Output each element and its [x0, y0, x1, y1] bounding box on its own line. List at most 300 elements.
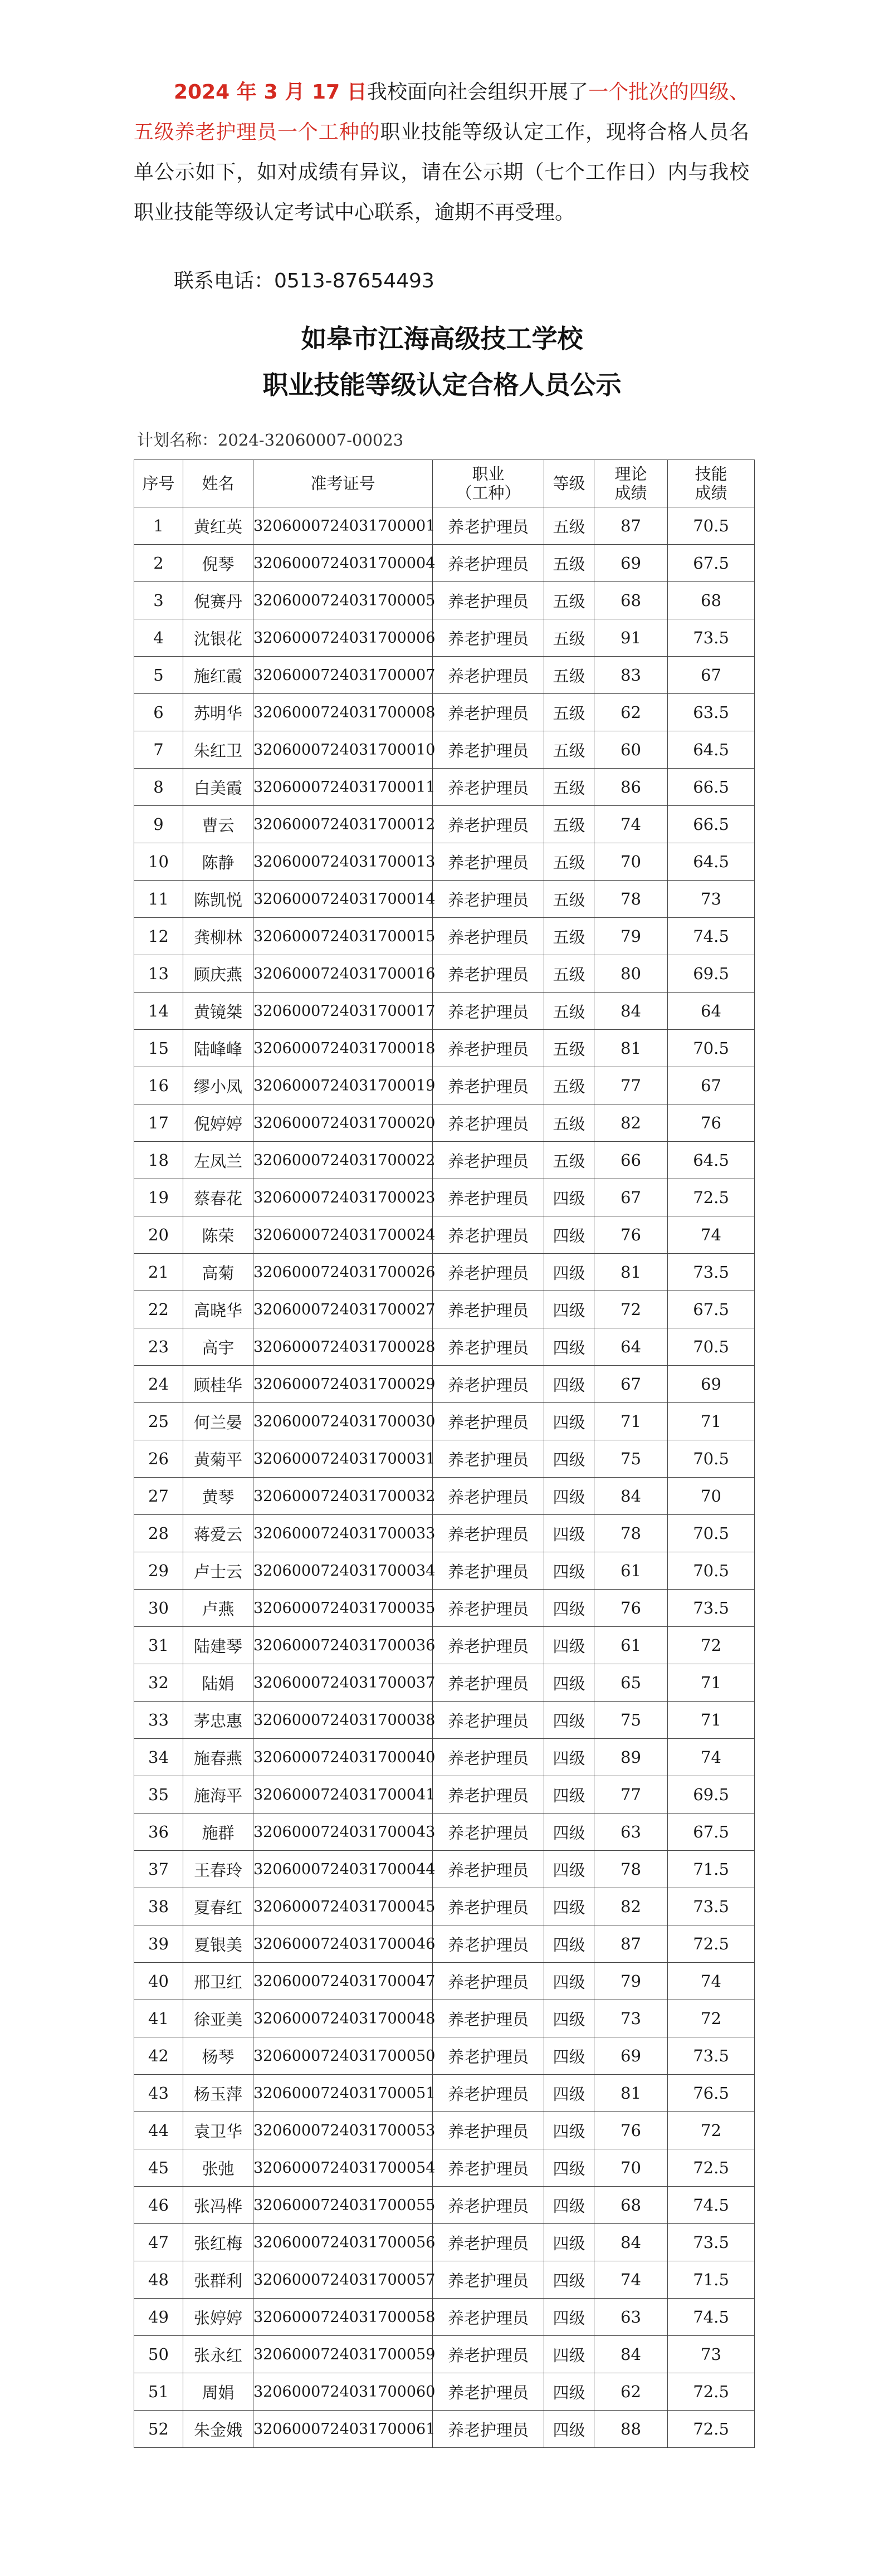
- skill-cell: 72.5: [668, 1925, 755, 1963]
- table-row: [134, 1067, 755, 1104]
- theory-cell: 76: [594, 2112, 668, 2149]
- table-row: [134, 545, 755, 582]
- theory-cell: 87: [594, 1925, 668, 1963]
- name-cell: 陆峰峰: [183, 1030, 253, 1067]
- theory-cell: 84: [594, 2336, 668, 2373]
- seq-cell: 41: [134, 2000, 183, 2037]
- job-cell: 养老护理员: [433, 1142, 544, 1179]
- table-row: [134, 1925, 755, 1963]
- job-cell: 养老护理员: [433, 545, 544, 582]
- level-cell: 五级: [544, 1030, 594, 1067]
- level-cell: 四级: [544, 1366, 594, 1403]
- ticket-cell: 3206000724031700061: [253, 2411, 433, 2448]
- ticket-cell: 3206000724031700043: [253, 1814, 433, 1851]
- table-row: [134, 507, 755, 545]
- theory-cell: 78: [594, 881, 668, 918]
- header-job-line1: 职业: [472, 465, 505, 483]
- name-cell: 高晓华: [183, 1291, 253, 1328]
- table-row: [134, 1104, 755, 1142]
- job-cell: 养老护理员: [433, 2000, 544, 2037]
- table-row: [134, 731, 755, 769]
- seq-cell: 52: [134, 2411, 183, 2448]
- theory-cell: 79: [594, 1963, 668, 2000]
- theory-cell: 65: [594, 1664, 668, 1702]
- level-cell: 四级: [544, 1179, 594, 1216]
- name-cell: 邢卫红: [183, 1963, 253, 2000]
- name-cell: 陈荣: [183, 1216, 253, 1254]
- job-cell: 养老护理员: [433, 881, 544, 918]
- name-cell: 张永红: [183, 2336, 253, 2373]
- seq-cell: 13: [134, 955, 183, 993]
- table-row: [134, 1142, 755, 1179]
- level-cell: 四级: [544, 1291, 594, 1328]
- skill-cell: 69.5: [668, 1776, 755, 1814]
- level-cell: 四级: [544, 1925, 594, 1963]
- seq-cell: 17: [134, 1104, 183, 1142]
- level-cell: 四级: [544, 2373, 594, 2411]
- seq-cell: 28: [134, 1515, 183, 1552]
- seq-cell: 24: [134, 1366, 183, 1403]
- level-cell: 五级: [544, 507, 594, 545]
- header-job: [433, 460, 544, 507]
- table-row: [134, 1216, 755, 1254]
- table-row: [134, 955, 755, 993]
- level-cell: 四级: [544, 2411, 594, 2448]
- job-cell: 养老护理员: [433, 2261, 544, 2299]
- seq-cell: 20: [134, 1216, 183, 1254]
- level-cell: 四级: [544, 1739, 594, 1776]
- seq-cell: 46: [134, 2187, 183, 2224]
- job-cell: 养老护理员: [433, 1067, 544, 1104]
- skill-cell: 74.5: [668, 918, 755, 955]
- skill-cell: 69: [668, 1366, 755, 1403]
- skill-cell: 72: [668, 2112, 755, 2149]
- skill-cell: 64.5: [668, 843, 755, 881]
- job-cell: 养老护理员: [433, 694, 544, 731]
- table-row: [134, 1552, 755, 1590]
- level-cell: 五级: [544, 806, 594, 843]
- seq-cell: 21: [134, 1254, 183, 1291]
- theory-cell: 68: [594, 582, 668, 619]
- seq-cell: 5: [134, 657, 183, 694]
- theory-cell: 68: [594, 2187, 668, 2224]
- level-cell: 四级: [544, 1702, 594, 1739]
- seq-cell: 2: [134, 545, 183, 582]
- seq-cell: 22: [134, 1291, 183, 1328]
- theory-cell: 77: [594, 1067, 668, 1104]
- table-row: [134, 1814, 755, 1851]
- skill-cell: 71: [668, 1664, 755, 1702]
- job-cell: 养老护理员: [433, 2411, 544, 2448]
- seq-cell: 1: [134, 507, 183, 545]
- theory-cell: 74: [594, 806, 668, 843]
- seq-cell: 39: [134, 1925, 183, 1963]
- ticket-cell: 3206000724031700016: [253, 955, 433, 993]
- job-cell: 养老护理员: [433, 507, 544, 545]
- theory-cell: 84: [594, 2224, 668, 2261]
- skill-cell: 70: [668, 1478, 755, 1515]
- skill-cell: 73.5: [668, 619, 755, 657]
- name-cell: 施群: [183, 1814, 253, 1851]
- table-row: [134, 1328, 755, 1366]
- skill-cell: 76.5: [668, 2075, 755, 2112]
- ticket-cell: 3206000724031700048: [253, 2000, 433, 2037]
- job-cell: 养老护理员: [433, 1739, 544, 1776]
- name-cell: 黄红英: [183, 507, 253, 545]
- ticket-cell: 3206000724031700027: [253, 1291, 433, 1328]
- ticket-cell: 3206000724031700026: [253, 1254, 433, 1291]
- theory-cell: 87: [594, 507, 668, 545]
- ticket-cell: 3206000724031700041: [253, 1776, 433, 1814]
- skill-cell: 70.5: [668, 1030, 755, 1067]
- header-skill: [668, 460, 755, 507]
- seq-cell: 6: [134, 694, 183, 731]
- ticket-cell: 3206000724031700028: [253, 1328, 433, 1366]
- job-cell: 养老护理员: [433, 1515, 544, 1552]
- notice-text-2: 职业技能等级认定工作，现将合格人员名单公示如下，如对成绩有异议，请在公示期（七个工作日）内与我校职业技能等级认定考试中心联系，逾期不再受理。: [134, 121, 749, 224]
- name-cell: 施海平: [183, 1776, 253, 1814]
- level-cell: 四级: [544, 2261, 594, 2299]
- seq-cell: 33: [134, 1702, 183, 1739]
- table-row: [134, 1851, 755, 1888]
- seq-cell: 4: [134, 619, 183, 657]
- job-cell: 养老护理员: [433, 1888, 544, 1925]
- seq-cell: 18: [134, 1142, 183, 1179]
- table-row: [134, 1030, 755, 1067]
- theory-cell: 70: [594, 843, 668, 881]
- level-cell: 五级: [544, 1104, 594, 1142]
- table-row: [134, 2373, 755, 2411]
- table-row: [134, 843, 755, 881]
- skill-cell: 74: [668, 1963, 755, 2000]
- ticket-cell: 3206000724031700038: [253, 1702, 433, 1739]
- level-cell: 五级: [544, 918, 594, 955]
- job-cell: 养老护理员: [433, 1403, 544, 1440]
- job-cell: 养老护理员: [433, 1030, 544, 1067]
- name-cell: 朱金娥: [183, 2411, 253, 2448]
- theory-cell: 63: [594, 1814, 668, 1851]
- skill-cell: 74: [668, 1216, 755, 1254]
- name-cell: 卢士云: [183, 1552, 253, 1590]
- seq-cell: 48: [134, 2261, 183, 2299]
- level-cell: 四级: [544, 1440, 594, 1478]
- seq-cell: 26: [134, 1440, 183, 1478]
- name-cell: 张群利: [183, 2261, 253, 2299]
- name-cell: 龚柳林: [183, 918, 253, 955]
- level-cell: 四级: [544, 1814, 594, 1851]
- theory-cell: 61: [594, 1627, 668, 1664]
- ticket-cell: 3206000724031700046: [253, 1925, 433, 1963]
- name-cell: 倪婷婷: [183, 1104, 253, 1142]
- skill-cell: 66.5: [668, 806, 755, 843]
- job-cell: 养老护理员: [433, 1776, 544, 1814]
- school-title: 如皋市江海高级技工学校: [301, 324, 583, 354]
- ticket-cell: 3206000724031700030: [253, 1403, 433, 1440]
- theory-cell: 67: [594, 1366, 668, 1403]
- table-row: [134, 2336, 755, 2373]
- ticket-cell: 3206000724031700034: [253, 1552, 433, 1590]
- name-cell: 张弛: [183, 2149, 253, 2187]
- seq-cell: 16: [134, 1067, 183, 1104]
- skill-cell: 73: [668, 881, 755, 918]
- theory-cell: 88: [594, 2411, 668, 2448]
- skill-cell: 70.5: [668, 507, 755, 545]
- name-cell: 蒋爱云: [183, 1515, 253, 1552]
- table-row: [134, 2411, 755, 2448]
- name-cell: 倪琴: [183, 545, 253, 582]
- theory-cell: 72: [594, 1291, 668, 1328]
- job-cell: 养老护理员: [433, 1328, 544, 1366]
- theory-cell: 91: [594, 619, 668, 657]
- level-cell: 五级: [544, 694, 594, 731]
- ticket-cell: 3206000724031700006: [253, 619, 433, 657]
- level-cell: 五级: [544, 1142, 594, 1179]
- seq-cell: 3: [134, 582, 183, 619]
- name-cell: 黄琴: [183, 1478, 253, 1515]
- skill-cell: 67.5: [668, 1814, 755, 1851]
- table-row: [134, 1590, 755, 1627]
- job-cell: 养老护理员: [433, 1963, 544, 2000]
- seq-cell: 32: [134, 1664, 183, 1702]
- seq-cell: 45: [134, 2149, 183, 2187]
- name-cell: 周娟: [183, 2373, 253, 2411]
- seq-cell: 40: [134, 1963, 183, 2000]
- job-cell: 养老护理员: [433, 2149, 544, 2187]
- seq-cell: 43: [134, 2075, 183, 2112]
- theory-cell: 70: [594, 2149, 668, 2187]
- job-cell: 养老护理员: [433, 1702, 544, 1739]
- level-cell: 四级: [544, 2149, 594, 2187]
- job-cell: 养老护理员: [433, 1814, 544, 1851]
- notice-paragraph: [134, 72, 749, 233]
- ticket-cell: 3206000724031700033: [253, 1515, 433, 1552]
- name-cell: 陆建琴: [183, 1627, 253, 1664]
- table-row: [134, 694, 755, 731]
- level-cell: 四级: [544, 1590, 594, 1627]
- name-cell: 曹云: [183, 806, 253, 843]
- level-cell: 四级: [544, 1254, 594, 1291]
- level-cell: 四级: [544, 1403, 594, 1440]
- theory-cell: 86: [594, 769, 668, 806]
- contact-label: 联系电话：: [174, 270, 275, 292]
- skill-cell: 72.5: [668, 1179, 755, 1216]
- name-cell: 沈银花: [183, 619, 253, 657]
- table-body: [134, 507, 755, 2448]
- seq-cell: 12: [134, 918, 183, 955]
- name-cell: 何兰晏: [183, 1403, 253, 1440]
- table-row: [134, 1254, 755, 1291]
- name-cell: 高菊: [183, 1254, 253, 1291]
- table-row: [134, 881, 755, 918]
- level-cell: 四级: [544, 2336, 594, 2373]
- seq-cell: 38: [134, 1888, 183, 1925]
- seq-cell: 11: [134, 881, 183, 918]
- theory-cell: 84: [594, 993, 668, 1030]
- name-cell: 陆娟: [183, 1664, 253, 1702]
- table-row: [134, 582, 755, 619]
- table-row: [134, 1664, 755, 1702]
- theory-cell: 67: [594, 1179, 668, 1216]
- level-cell: 五级: [544, 769, 594, 806]
- theory-cell: 81: [594, 2075, 668, 2112]
- table-row: [134, 806, 755, 843]
- header-skill-line2: 成绩: [695, 483, 727, 502]
- job-cell: 养老护理员: [433, 2336, 544, 2373]
- ticket-cell: 3206000724031700004: [253, 545, 433, 582]
- table-row: [134, 1739, 755, 1776]
- table-row: [134, 1963, 755, 2000]
- ticket-cell: 3206000724031700007: [253, 657, 433, 694]
- table-row: [134, 1440, 755, 1478]
- ticket-cell: 3206000724031700022: [253, 1142, 433, 1179]
- header-seq: 序号: [134, 460, 183, 507]
- ticket-cell: 3206000724031700029: [253, 1366, 433, 1403]
- theory-cell: 75: [594, 1702, 668, 1739]
- table-row: [134, 2037, 755, 2075]
- level-cell: 四级: [544, 1664, 594, 1702]
- ticket-cell: 3206000724031700013: [253, 843, 433, 881]
- level-cell: 四级: [544, 2075, 594, 2112]
- ticket-cell: 3206000724031700032: [253, 1478, 433, 1515]
- theory-cell: 82: [594, 1104, 668, 1142]
- theory-cell: 89: [594, 1739, 668, 1776]
- ticket-cell: 3206000724031700020: [253, 1104, 433, 1142]
- level-cell: 四级: [544, 2112, 594, 2149]
- name-cell: 张红梅: [183, 2224, 253, 2261]
- seq-cell: 25: [134, 1403, 183, 1440]
- job-cell: 养老护理员: [433, 1254, 544, 1291]
- theory-cell: 74: [594, 2261, 668, 2299]
- table-row: [134, 1179, 755, 1216]
- level-cell: 五级: [544, 731, 594, 769]
- seq-cell: 8: [134, 769, 183, 806]
- header-theory-line2: 成绩: [614, 483, 647, 502]
- ticket-cell: 3206000724031700012: [253, 806, 433, 843]
- ticket-cell: 3206000724031700056: [253, 2224, 433, 2261]
- level-cell: 五级: [544, 955, 594, 993]
- table-row: [134, 1627, 755, 1664]
- table-row: [134, 2000, 755, 2037]
- theory-cell: 81: [594, 1254, 668, 1291]
- seq-cell: 36: [134, 1814, 183, 1851]
- ticket-cell: 3206000724031700018: [253, 1030, 433, 1067]
- skill-cell: 74.5: [668, 2299, 755, 2336]
- skill-cell: 71: [668, 1403, 755, 1440]
- job-cell: 养老护理员: [433, 1179, 544, 1216]
- level-cell: 四级: [544, 2224, 594, 2261]
- theory-cell: 82: [594, 1888, 668, 1925]
- skill-cell: 70.5: [668, 1515, 755, 1552]
- theory-cell: 77: [594, 1776, 668, 1814]
- name-cell: 袁卫华: [183, 2112, 253, 2149]
- job-cell: 养老护理员: [433, 657, 544, 694]
- level-cell: 四级: [544, 1328, 594, 1366]
- name-cell: 倪赛丹: [183, 582, 253, 619]
- name-cell: 茅忠惠: [183, 1702, 253, 1739]
- seq-cell: 27: [134, 1478, 183, 1515]
- seq-cell: 49: [134, 2299, 183, 2336]
- skill-cell: 64: [668, 993, 755, 1030]
- skill-cell: 64.5: [668, 731, 755, 769]
- table-row: [134, 2149, 755, 2187]
- ticket-cell: 3206000724031700047: [253, 1963, 433, 2000]
- theory-cell: 62: [594, 2373, 668, 2411]
- table-row: [134, 2112, 755, 2149]
- table-row: [134, 769, 755, 806]
- skill-cell: 68: [668, 582, 755, 619]
- skill-cell: 67.5: [668, 1291, 755, 1328]
- theory-cell: 73: [594, 2000, 668, 2037]
- ticket-cell: 3206000724031700060: [253, 2373, 433, 2411]
- job-cell: 养老护理员: [433, 2187, 544, 2224]
- theory-cell: 81: [594, 1030, 668, 1067]
- name-cell: 杨玉萍: [183, 2075, 253, 2112]
- skill-cell: 67: [668, 1067, 755, 1104]
- ticket-cell: 3206000724031700036: [253, 1627, 433, 1664]
- job-cell: 养老护理员: [433, 582, 544, 619]
- name-cell: 张冯桦: [183, 2187, 253, 2224]
- skill-cell: 72.5: [668, 2149, 755, 2187]
- ticket-cell: 3206000724031700054: [253, 2149, 433, 2187]
- theory-cell: 83: [594, 657, 668, 694]
- table-row: [134, 619, 755, 657]
- ticket-cell: 3206000724031700044: [253, 1851, 433, 1888]
- job-cell: 养老护理员: [433, 1104, 544, 1142]
- ticket-cell: 3206000724031700005: [253, 582, 433, 619]
- name-cell: 王春玲: [183, 1851, 253, 1888]
- name-cell: 黄镜桀: [183, 993, 253, 1030]
- skill-cell: 72: [668, 1627, 755, 1664]
- level-cell: 五级: [544, 1067, 594, 1104]
- skill-cell: 74: [668, 1739, 755, 1776]
- name-cell: 蔡春花: [183, 1179, 253, 1216]
- skill-cell: 72.5: [668, 2373, 755, 2411]
- theory-cell: 60: [594, 731, 668, 769]
- job-cell: 养老护理员: [433, 769, 544, 806]
- ticket-cell: 3206000724031700035: [253, 1590, 433, 1627]
- job-cell: 养老护理员: [433, 731, 544, 769]
- ticket-cell: 3206000724031700023: [253, 1179, 433, 1216]
- theory-cell: 61: [594, 1552, 668, 1590]
- job-cell: 养老护理员: [433, 993, 544, 1030]
- seq-cell: 51: [134, 2373, 183, 2411]
- notice-date: 2024 年 3 月 17 日: [174, 81, 367, 104]
- theory-cell: 76: [594, 1590, 668, 1627]
- ticket-cell: 3206000724031700059: [253, 2336, 433, 2373]
- name-cell: 夏银美: [183, 1925, 253, 1963]
- job-cell: 养老护理员: [433, 2373, 544, 2411]
- table-row: [134, 657, 755, 694]
- notice-text-1: 我校面向社会组织开展了: [367, 81, 589, 104]
- name-cell: 卢燕: [183, 1590, 253, 1627]
- seq-cell: 30: [134, 1590, 183, 1627]
- theory-cell: 64: [594, 1328, 668, 1366]
- skill-cell: 73: [668, 2336, 755, 2373]
- job-cell: 养老护理员: [433, 619, 544, 657]
- name-cell: 朱红卫: [183, 731, 253, 769]
- skill-cell: 73.5: [668, 1888, 755, 1925]
- theory-cell: 62: [594, 694, 668, 731]
- table-row: [134, 993, 755, 1030]
- theory-cell: 63: [594, 2299, 668, 2336]
- table-row: [134, 1366, 755, 1403]
- header-level: 等级: [544, 460, 594, 507]
- header-job-line2: （工种）: [456, 483, 521, 502]
- level-cell: 五级: [544, 993, 594, 1030]
- level-cell: 四级: [544, 1851, 594, 1888]
- skill-cell: 70.5: [668, 1440, 755, 1478]
- job-cell: 养老护理员: [433, 2224, 544, 2261]
